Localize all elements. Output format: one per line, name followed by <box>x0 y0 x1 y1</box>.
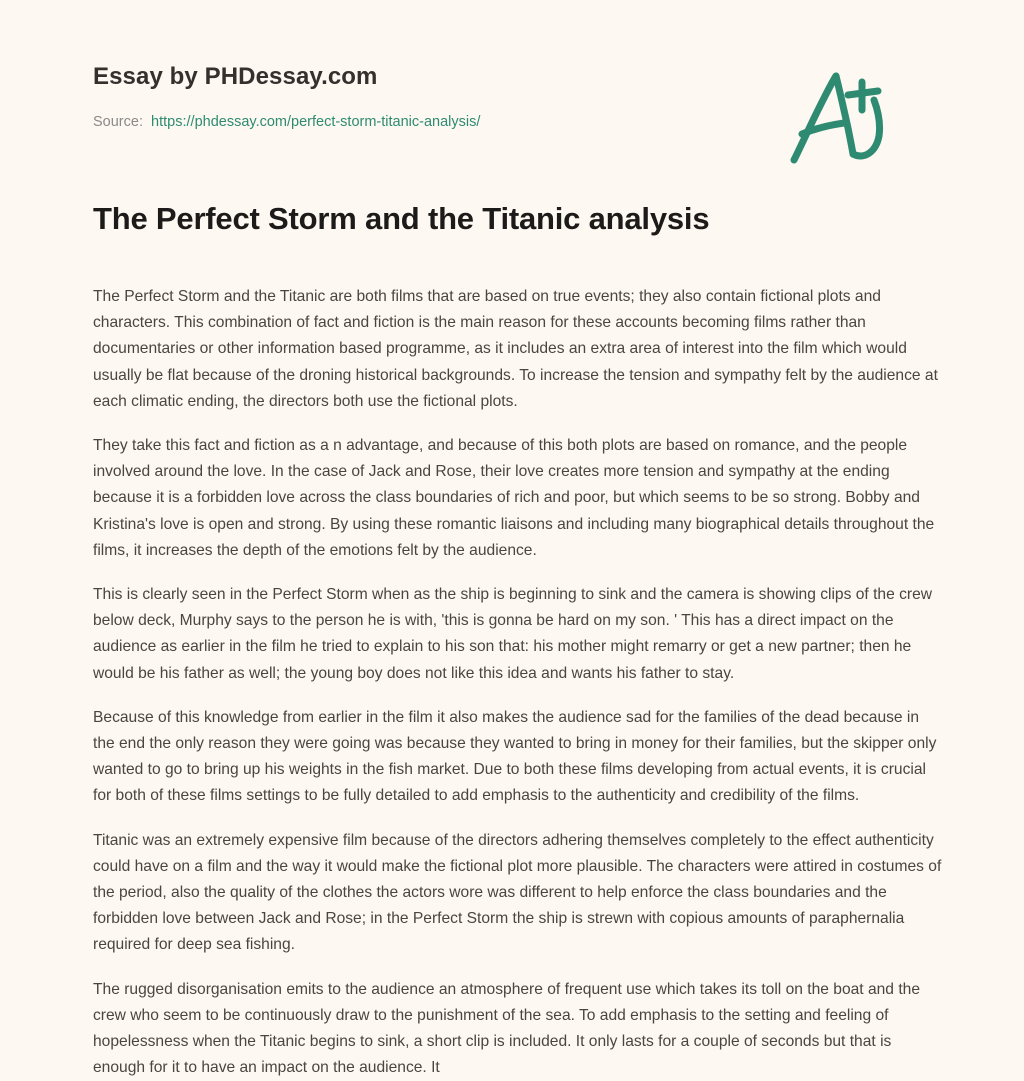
phdessay-a-plus-logo-icon <box>784 64 896 168</box>
source-url-link[interactable]: https://phdessay.com/perfect-storm-titanic-analysis/ <box>151 114 481 130</box>
paragraph: The Perfect Storm and the Titanic are both films that are based on true events; they also contain fictional plots and characters. This combination of fact and fiction is the main reason for these accounts becoming films rather than documentaries or other information based programme, as it includes an extra area of interest into the film which would usually be flat because of the droning historical backgrounds. To increase the tension and sympathy felt by the audience at each climatic ending, the directors both use the fictional plots. <box>93 288 938 410</box>
paragraph: Because of this knowledge from earlier in the film it also makes the audience sad for the families of the dead because in the end the only reason they were going was because they wanted to bring in money for their families, but the skipper only wanted to go to bring up his weights in the fish market. Due to both these films developing from actual events, it is crucial for both of these films settings to be fully detailed to add emphasis to the authenticity and credibility of the films. <box>93 708 937 805</box>
paragraph: Titanic was an extremely expensive film because of the directors adhering themselves completely to the effect authenticity could have on a film and the way it would make the fictional plot more plausible. The characters were attired in costumes of the period, also the quality of the clothes the actors wore was different to help enforce the class boundaries and the forbidden love between Jack and Rose; in the Perfect Storm the ship is strewn with copious amounts of paraphernalia required for deep sea fishing. <box>93 831 942 954</box>
essay-body <box>93 284 943 1081</box>
source-label: Source: <box>93 114 143 130</box>
paragraph: This is clearly seen in the Perfect Storm when as the ship is beginning to sink and the camera is showing clips of the crew below deck, Murphy says to the person he is with, 'this is gonna be hard on my son. ' This has a direct impact on the audience as earlier in the film he tried to explain to his son that: his mother might remarry or get a new partner; then he would be his father as well; the young boy does not like this idea and wants his father to stay. <box>93 586 933 682</box>
page-title: The Perfect Storm and the Titanic analysis <box>93 201 710 236</box>
paragraph: The rugged disorganisation emits to the audience an atmosphere of frequent use which takes its toll on the boat and the crew who seem to be continuously draw to the punishment of the sea. To add emphasis to the setting and feeling of hopelessness when the Titanic begins to sink, a short clip is included. It only lasts for a couple of seconds but that is enough for it to have an impact on the audience. It <box>93 980 920 1077</box>
paragraph: They take this fact and fiction as a n advantage, and because of this both plots are based on romance, and the people involved around the love. In the case of Jack and Rose, their love creates more tension and sympathy at the ending because it is a forbidden love across the class boundaries of rich and poor, but which seems to be so strong. Bobby and Kristina's love is open and strong. By using these romantic liaisons and including many biographical details throughout the films, it increases the depth of the emotions felt by the audience. <box>93 437 935 559</box>
brand-title: Essay by PHDessay.com <box>93 63 378 90</box>
page-header <box>80 0 944 130</box>
